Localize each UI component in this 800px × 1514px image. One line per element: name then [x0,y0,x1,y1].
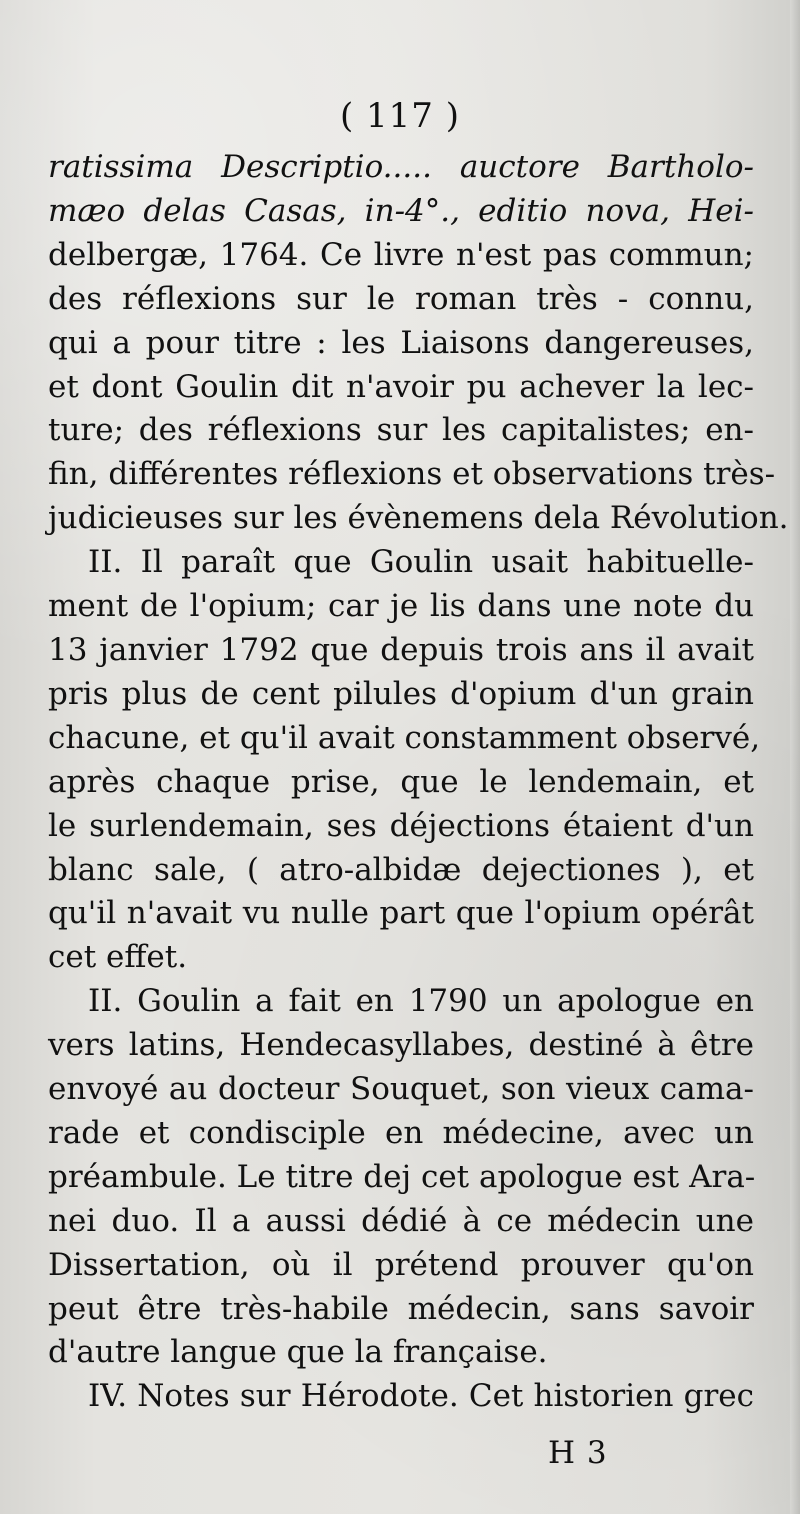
text-line: judicieuses sur les évènemens dela Révolution. [48,500,789,537]
text-line: le surlendemain, ses déjections étaient d'un [48,807,754,844]
page-number: ( 117 ) [339,96,461,136]
text-line: d'autre langue que la française. [48,1334,548,1371]
text-line: après chaque prise, que le lendemain, et [48,763,754,800]
text-line: II. Il paraît que Goulin usait habituelle- [88,544,754,581]
page-text [48,146,789,1419]
text-line: 13 janvier 1792 que depuis trois ans il avait [48,631,754,668]
text-line: et dont Goulin dit n'avoir pu achever la lec- [48,368,754,405]
text-line: préambule. Le titre dej cet apologue est Ara- [48,1158,756,1195]
text-line: blanc sale, ( atro-albidæ dejectiones ), et [48,851,754,888]
text-line: qu'il n'avait vu nulle part que l'opium opérât [48,895,754,932]
text-line: envoyé au docteur Souquet, son vieux cama- [48,1071,754,1108]
text-line: rade et condisciple en médecine, avec un [48,1114,754,1151]
page-edge [790,0,800,1514]
text-line: IV. Notes sur Hérodote. Cet historien grec [88,1378,754,1415]
text-line: Dissertation, où il prétend prouver qu'on [48,1246,754,1283]
text-line: qui a pour titre : les Liaisons dangereuses, [48,324,754,361]
text-line: peut être très-habile médecin, sans savoir [48,1290,754,1327]
text-line: chacune, et qu'il avait constamment observé, [48,719,761,756]
text-line: des réflexions sur le roman très - connu, [48,280,754,317]
text-line: pris plus de cent pilules d'opium d'un grain [48,675,754,712]
text-line: mæo delas Casas, in-4°., editio nova, Hei- [48,192,754,229]
text-line: nei duo. Il a aussi dédié à ce médecin une [48,1202,754,1239]
signature-mark: H 3 [548,1435,608,1471]
text-line: II. Goulin a fait en 1790 un apologue en [88,983,754,1020]
text-line: ratissima Descriptio..... auctore Bartholo- [48,149,754,185]
text-line: fin, différentes réflexions et observations très- [48,456,776,493]
text-line: vers latins, Hendecasyllabes, destiné à être [48,1027,754,1064]
text-line: cet effet. [48,939,188,976]
text-line: delbergæ, 1764. Ce livre n'est pas commun; [48,236,754,273]
text-line: ture; des réflexions sur les capitalistes; en- [48,412,754,449]
text-line: ment de l'opium; car je lis dans une note du [48,588,754,625]
